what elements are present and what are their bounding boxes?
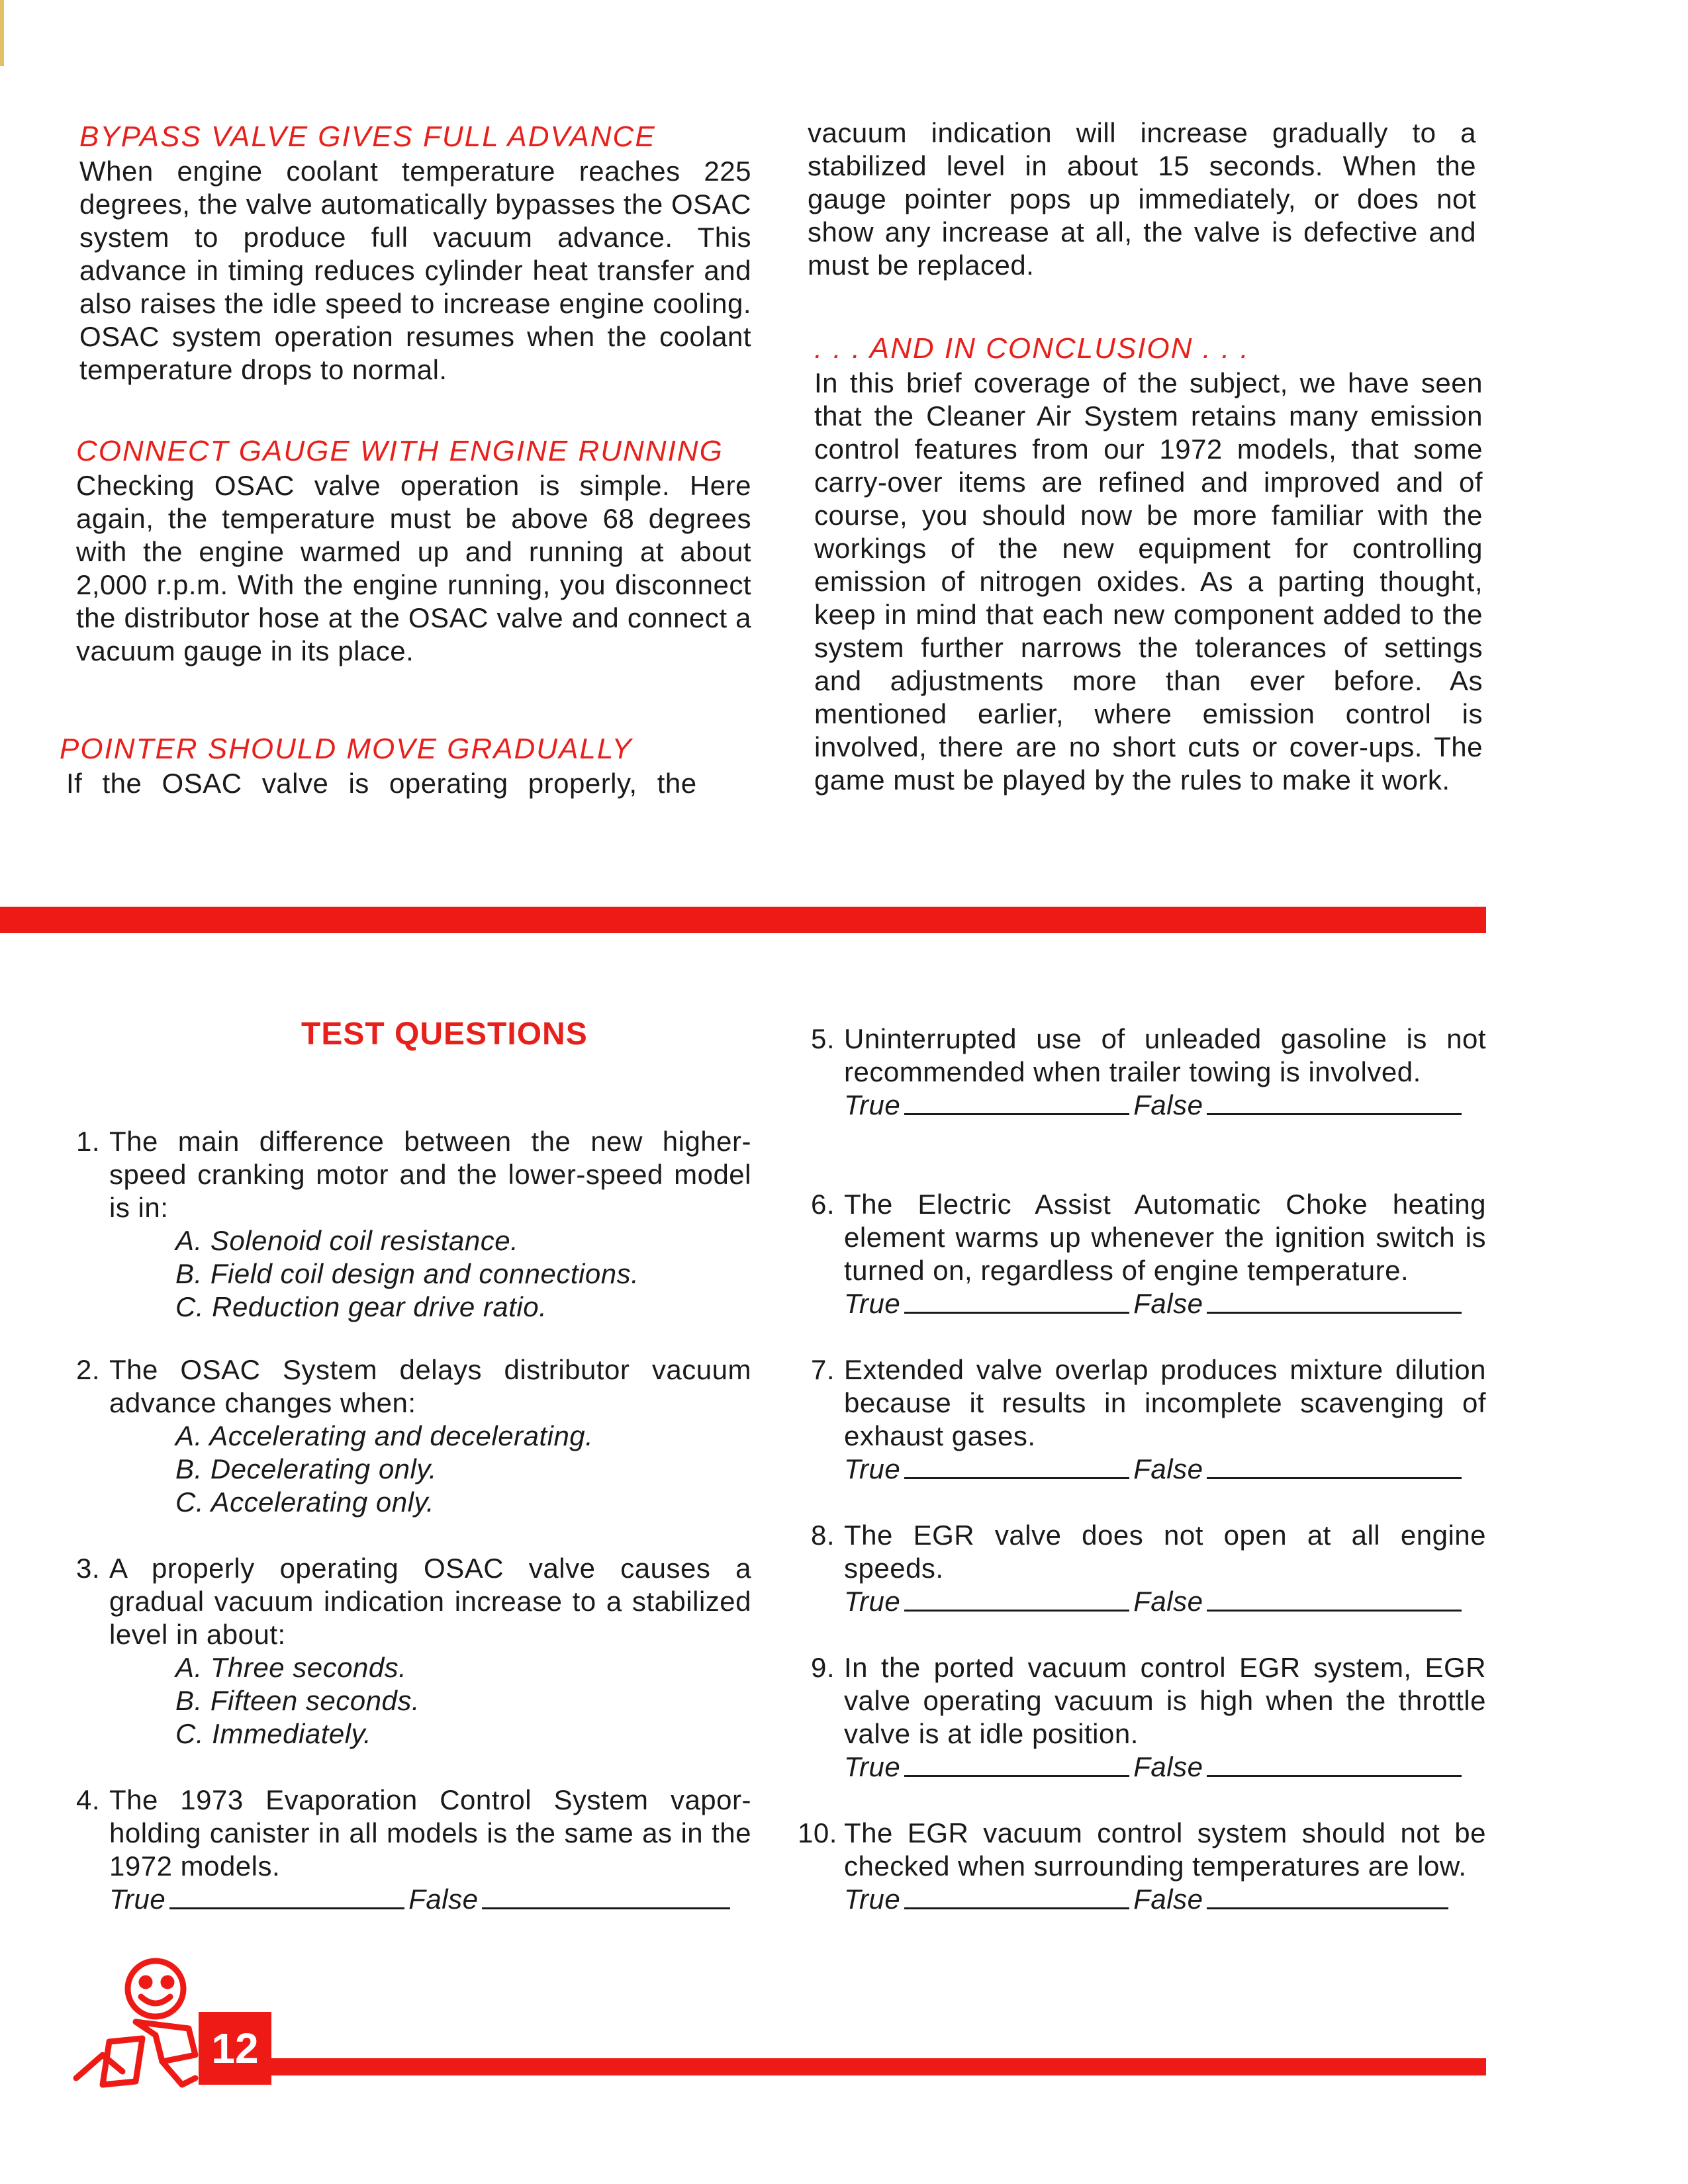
paragraph-connect-gauge: Checking OSAC valve operation is simple. Here again, the temperature must be above 68 degrees with the engine warmed up and running at about 2,000 r.p.m. With the engine running, you disconnect the distributor hose at the OSAC valve and connect a vacuum gauge in its place. xyxy=(76,470,751,666)
question-text: The EGR vacuum control system should not be checked when surrounding temperatures are low. xyxy=(844,1817,1486,1882)
false-answer-blank[interactable] xyxy=(1207,1606,1462,1612)
false-answer-blank[interactable] xyxy=(1207,1473,1462,1479)
true-false-line xyxy=(844,1751,1486,1784)
question-4 xyxy=(76,1784,751,1916)
question-number: 8. xyxy=(811,1520,835,1551)
true-answer-blank[interactable] xyxy=(169,1903,404,1909)
false-label: False xyxy=(1133,1751,1203,1782)
false-label: False xyxy=(1133,1453,1203,1484)
option-c: C. Reduction gear drive ratio. xyxy=(175,1291,547,1322)
option-b: B. Fifteen seconds. xyxy=(175,1685,420,1716)
true-false-line xyxy=(844,1453,1486,1486)
question-text: A properly operating OSAC valve causes a gradual vacuum indication increase to a stabilized level in about: xyxy=(109,1553,751,1650)
question-text: Extended valve overlap produces mixture dilution because it results in incomplete scavenging of exhaust gases. xyxy=(844,1354,1486,1451)
paragraph-bypass-valve: When engine coolant temperature reaches 225 degrees, the valve automatically bypasses the OSAC system to produce full vacuum advance. This advance in timing reduces cylinder heat transfer and also raises the idle speed to increase engine cooling. OSAC system operation resumes when the coolant temperature drops to normal. xyxy=(79,156,751,385)
false-label: False xyxy=(1133,1288,1203,1319)
option-c: C. Immediately. xyxy=(175,1718,372,1749)
paragraph-vacuum-indication: vacuum indication will increase gradually to a stabilized level in about 15 seconds. When the gauge pointer pops up immediately, or does not show any increase at all, the valve is defective and must be replaced. xyxy=(808,117,1476,281)
question-number: 7. xyxy=(811,1354,835,1385)
true-false-line xyxy=(844,1585,1486,1618)
test-questions-title: TEST QUESTIONS xyxy=(301,1017,588,1052)
true-label: True xyxy=(844,1586,901,1617)
true-answer-blank[interactable] xyxy=(904,1771,1129,1777)
true-answer-blank[interactable] xyxy=(904,1473,1129,1479)
false-label: False xyxy=(1133,1586,1203,1617)
question-text: In the ported vacuum control EGR system, EGR valve operating vacuum is high when the throttle valve is at idle position. xyxy=(844,1652,1486,1749)
left-column-bottom xyxy=(60,731,741,800)
section-divider-bar xyxy=(0,907,1486,933)
true-label: True xyxy=(844,1089,901,1120)
false-label: False xyxy=(1133,1089,1203,1120)
true-false-line xyxy=(109,1883,751,1916)
question-6 xyxy=(811,1188,1486,1320)
left-column-middle xyxy=(76,433,751,668)
false-answer-blank[interactable] xyxy=(1207,1903,1448,1909)
option-b: B. Decelerating only. xyxy=(175,1453,437,1484)
false-answer-blank[interactable] xyxy=(1207,1771,1462,1777)
footer-bar xyxy=(199,2058,1486,2075)
true-answer-blank[interactable] xyxy=(904,1903,1129,1909)
question-number: 1. xyxy=(76,1126,101,1157)
true-answer-blank[interactable] xyxy=(904,1109,1129,1115)
false-label: False xyxy=(408,1884,479,1915)
true-label: True xyxy=(844,1453,901,1484)
true-label: True xyxy=(844,1884,901,1915)
heading-connect-gauge: CONNECT GAUGE WITH ENGINE RUNNING xyxy=(76,435,724,467)
question-text: The Electric Assist Automatic Choke heating element warms up whenever the ignition switch is turned on, regardless of engine temperature. xyxy=(844,1189,1486,1286)
false-label: False xyxy=(1133,1884,1203,1915)
true-false-line xyxy=(844,1287,1486,1320)
left-column-top xyxy=(79,119,751,387)
heading-bypass-valve: BYPASS VALVE GIVES FULL ADVANCE xyxy=(79,120,656,153)
question-number: 3. xyxy=(76,1553,101,1584)
true-answer-blank[interactable] xyxy=(904,1308,1129,1314)
option-a: A. Solenoid coil resistance. xyxy=(175,1225,519,1256)
question-text: The main difference between the new higher-speed cranking motor and the lower-speed model is in: xyxy=(109,1126,751,1223)
question-10 xyxy=(798,1817,1486,1916)
option-b: B. Field coil design and connections. xyxy=(175,1258,639,1289)
question-number: 5. xyxy=(811,1023,835,1054)
question-number: 2. xyxy=(76,1354,101,1385)
question-number: 4. xyxy=(76,1784,101,1815)
true-label: True xyxy=(844,1751,901,1782)
heading-conclusion: . . . AND IN CONCLUSION . . . xyxy=(814,332,1250,365)
right-column-conclusion xyxy=(814,331,1483,797)
question-3 xyxy=(76,1552,751,1751)
true-answer-blank[interactable] xyxy=(904,1606,1129,1612)
false-answer-blank[interactable] xyxy=(1207,1308,1462,1314)
question-text: Uninterrupted use of unleaded gasoline is not recommended when trailer towing is involved. xyxy=(844,1023,1486,1087)
false-answer-blank[interactable] xyxy=(482,1903,730,1909)
true-label: True xyxy=(109,1884,166,1915)
option-c: C. Accelerating only. xyxy=(175,1486,435,1518)
true-false-line xyxy=(844,1089,1486,1122)
paragraph-pointer-gradual: If the OSAC valve is operating properly, the xyxy=(66,768,697,799)
question-9 xyxy=(811,1651,1486,1784)
question-number: 10. xyxy=(798,1817,837,1848)
question-7 xyxy=(811,1353,1486,1486)
question-number: 6. xyxy=(811,1189,835,1220)
question-text: The 1973 Evaporation Control System vapor-holding canister in all models is the same as in the 1972 models. xyxy=(109,1784,751,1882)
question-8 xyxy=(811,1519,1486,1618)
true-label: True xyxy=(844,1288,901,1319)
question-2 xyxy=(76,1353,751,1519)
page-number: 12 xyxy=(199,2012,271,2085)
page-edge-mark xyxy=(0,0,4,66)
question-text: The EGR valve does not open at all engine speeds. xyxy=(844,1520,1486,1584)
question-5 xyxy=(811,1023,1486,1122)
heading-pointer-gradual: POINTER SHOULD MOVE GRADUALLY xyxy=(60,733,633,765)
true-false-line xyxy=(844,1883,1486,1916)
paragraph-conclusion: In this brief coverage of the subject, we have seen that the Cleaner Air System retains many emission control features from our 1972 models, that some carry-over items are refined and improved and of course, you should now be more familiar with the workings of the new equipment for controlling emission of nitrogen oxides. As a parting thought, keep in mind that each new component added to the system further narrows the tolerances of settings and adjustments more than ever before. As mentioned earlier, where emission control is involved, there are no short cuts or cover-ups. The game must be played by the rules to make it work. xyxy=(814,367,1483,796)
question-text: The OSAC System delays distributor vacuum advance changes when: xyxy=(109,1354,751,1418)
right-column-top xyxy=(808,116,1476,282)
option-a: A. Three seconds. xyxy=(175,1652,407,1683)
option-a: A. Accelerating and decelerating. xyxy=(175,1420,594,1451)
question-1 xyxy=(76,1125,751,1324)
question-number: 9. xyxy=(811,1652,835,1683)
false-answer-blank[interactable] xyxy=(1207,1109,1462,1115)
